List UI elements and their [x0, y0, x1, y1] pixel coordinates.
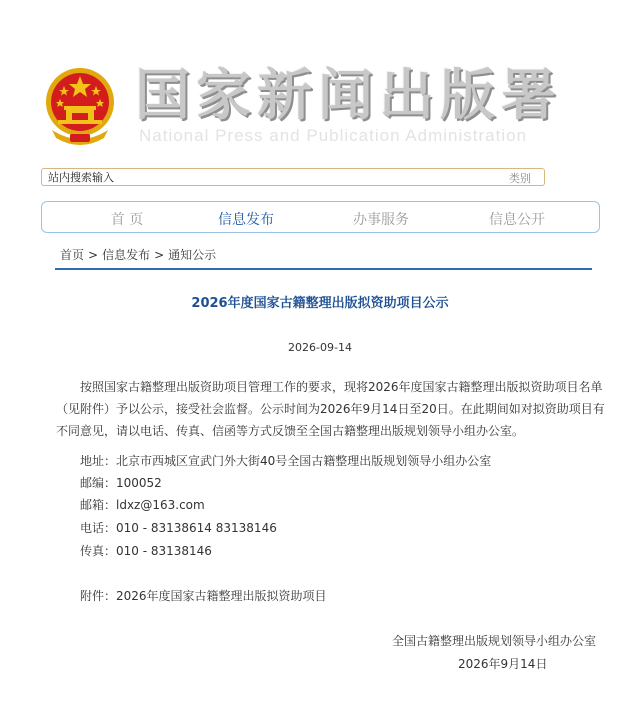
breadcrumb-separator: > [154, 248, 165, 262]
nav-item-disclosure[interactable]: 信息公开 [489, 212, 545, 228]
contact-phone: 电话：010 - 83138614 83138146 [80, 521, 277, 535]
nav-item-services[interactable]: 办事服务 [353, 212, 409, 228]
national-emblem-icon[interactable] [42, 64, 118, 146]
nav-item-news[interactable]: 信息发布 [218, 212, 274, 228]
signature-date: 2026年9月14日 [458, 657, 548, 671]
breadcrumb-news[interactable]: 信息发布 [102, 248, 151, 262]
signature-org: 全国古籍整理出版规划领导小组办公室 [392, 634, 597, 648]
contact-email: 邮箱：ldxz@163.com [80, 498, 205, 512]
contact-fax: 传真：010 - 83138146 [80, 544, 212, 558]
contact-address: 地址：北京市西城区宣武门外大街40号全国古籍整理出版规划领导小组办公室 [80, 454, 492, 468]
site-logo-text: 国家新闻出版署 [135, 63, 563, 127]
contact-postcode: 邮编：100052 [80, 476, 162, 490]
breadcrumb-notices[interactable]: 通知公示 [168, 248, 217, 262]
breadcrumb [60, 246, 216, 263]
site-search-box [41, 168, 545, 186]
article-title: 2026年度国家古籍整理出版拟资助项目公示 [191, 296, 449, 311]
article-paragraph: 按照国家古籍整理出版资助项目管理工作的要求，现将2026年度国家古籍整理出版拟资助项目名单（见附件）予以公示，接受社会监督。公示时间为2026年9月14日至20日。在此期间如对拟资助项目有不同意见，请以电话、传真、信函等方式反馈至全国古籍整理出版规划领导小组办公室。 [56, 380, 605, 438]
breadcrumb-home[interactable]: 首页 [60, 248, 85, 262]
breadcrumb-separator: > [88, 248, 99, 262]
site-header [0, 0, 640, 160]
breadcrumb-divider [55, 268, 592, 270]
site-logo-english: National Press and Publication Administration [139, 126, 528, 145]
search-category-select[interactable]: 类别 [509, 172, 531, 185]
search-input[interactable] [48, 169, 428, 185]
main-nav [41, 201, 600, 233]
nav-item-home[interactable]: 首 页 [110, 212, 144, 228]
attachment-link[interactable]: 附件：2026年度国家古籍整理出版拟资助项目 [80, 589, 327, 603]
article-date: 2026-09-14 [288, 341, 352, 354]
